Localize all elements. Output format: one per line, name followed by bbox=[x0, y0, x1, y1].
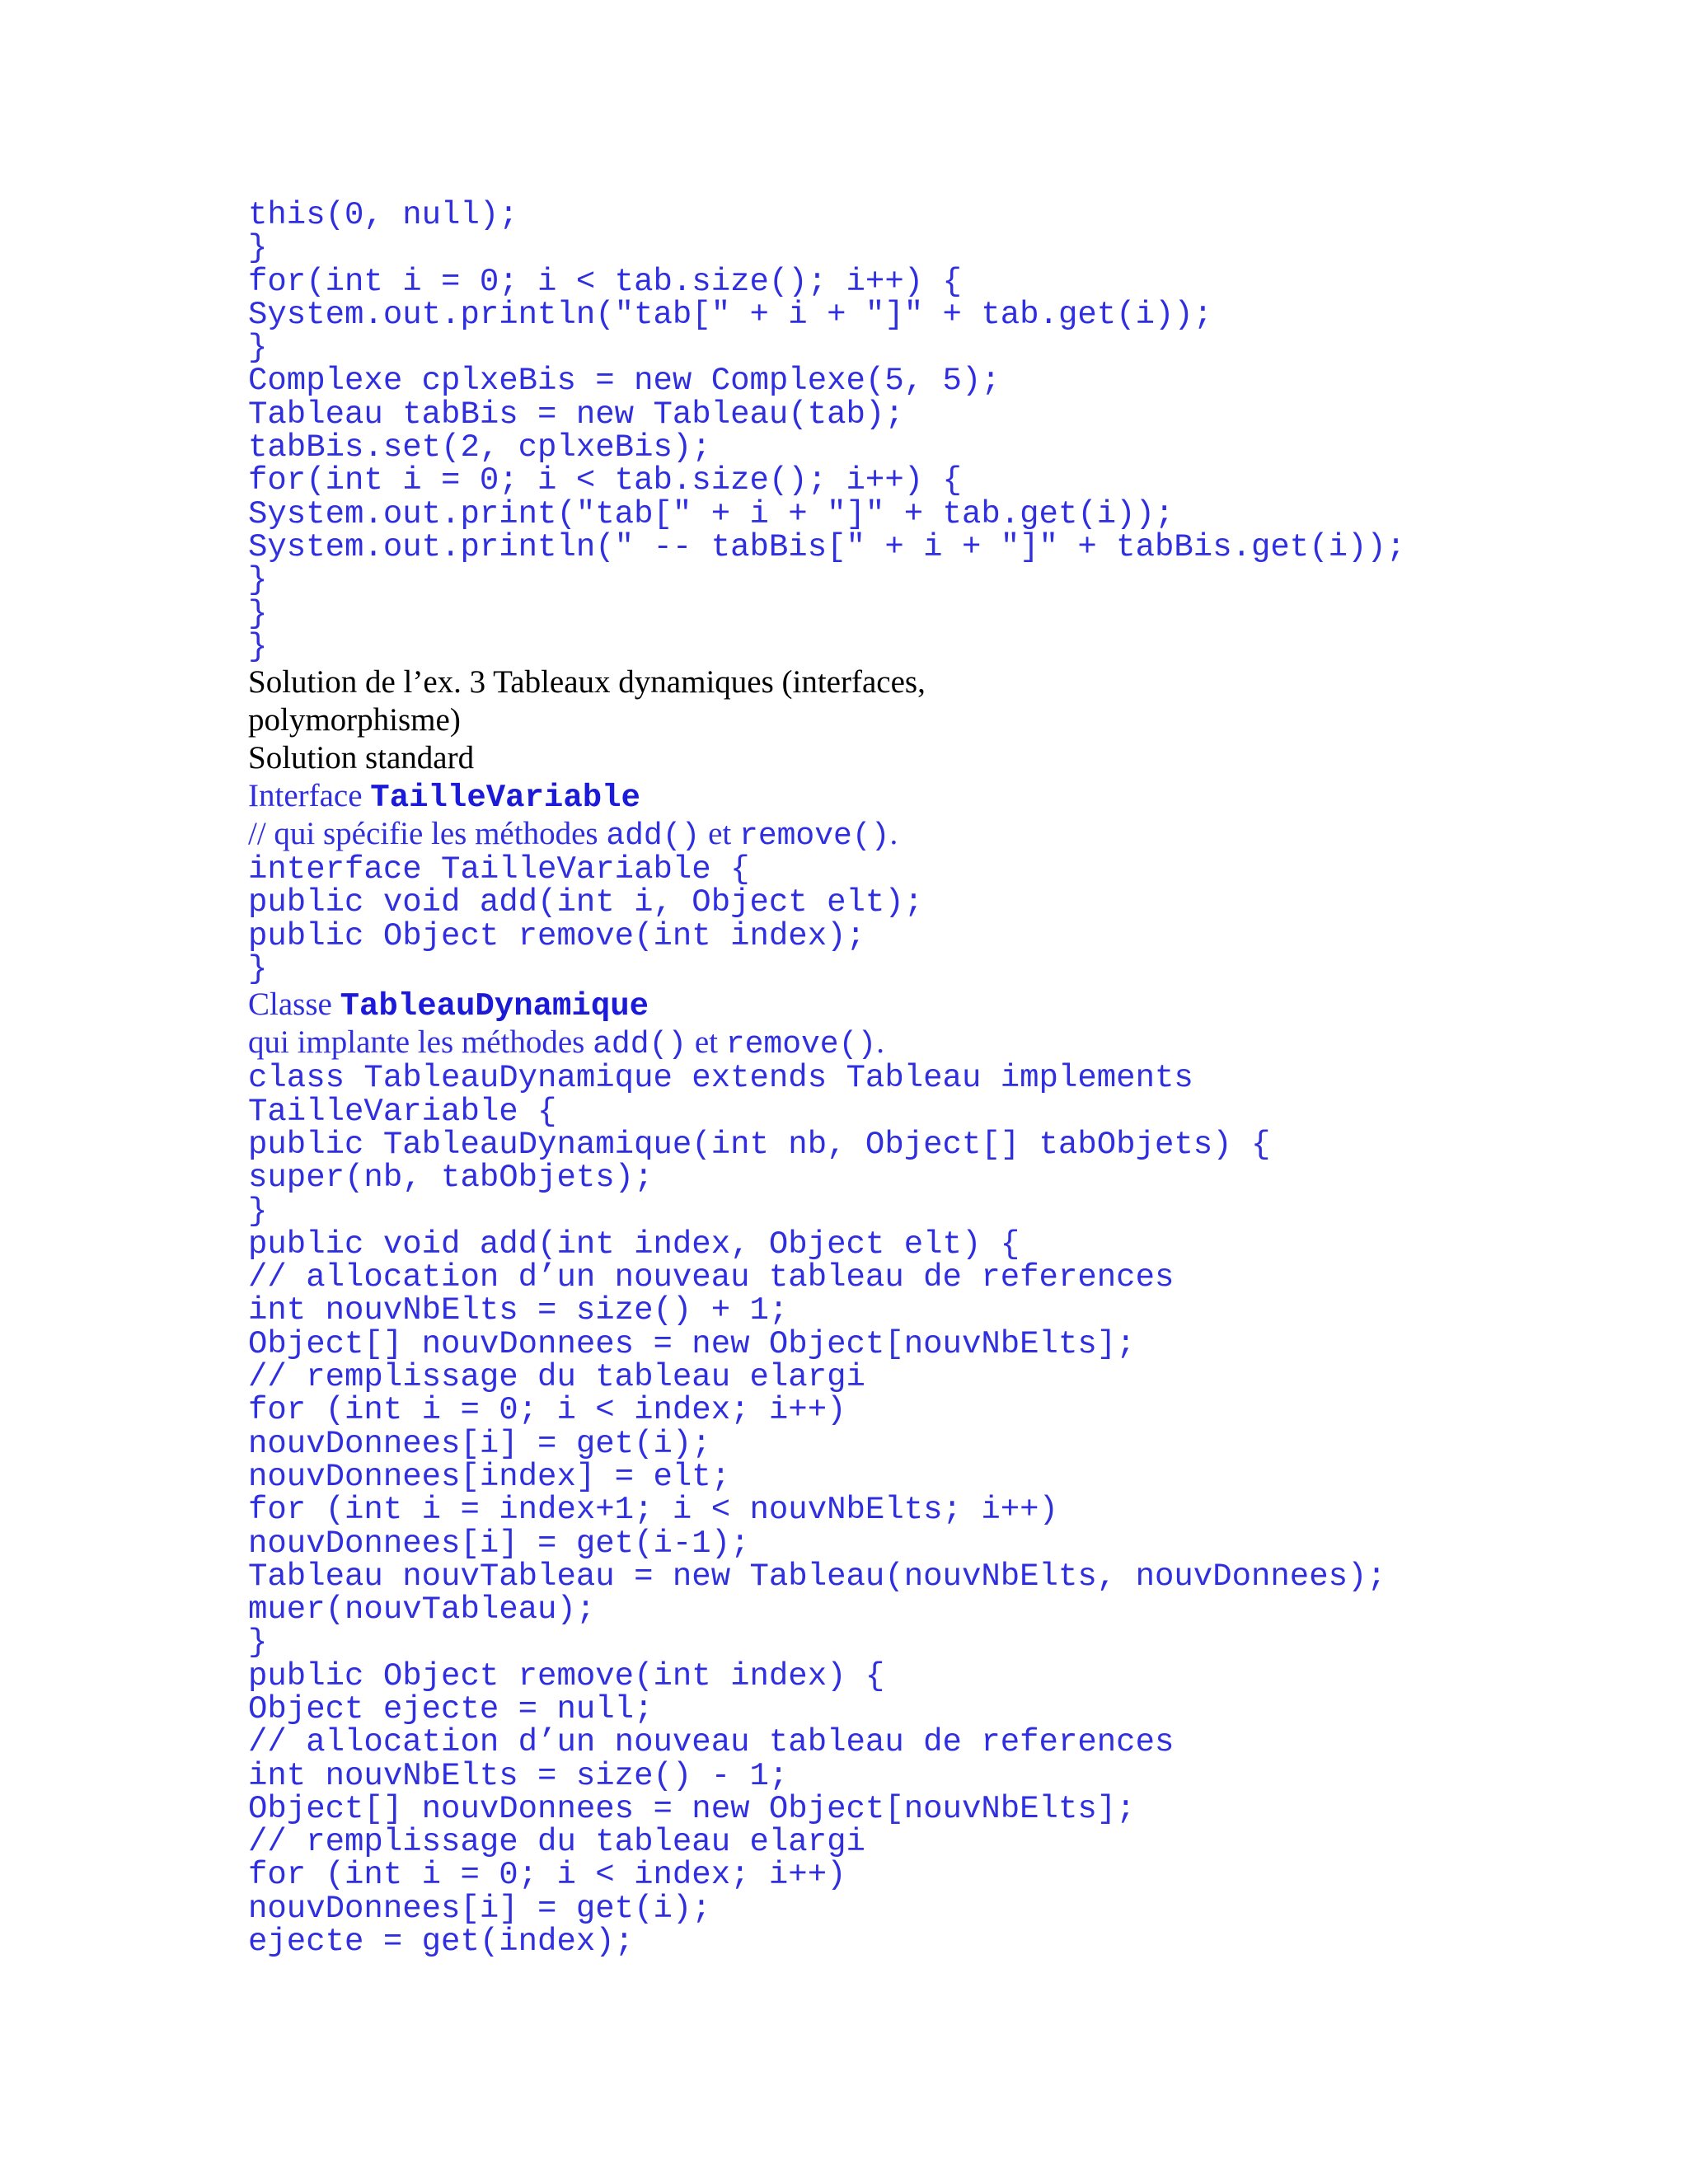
code-line: public void add(int index, Object elt) { bbox=[248, 1226, 1020, 1263]
interface-heading bbox=[248, 777, 1649, 815]
interface-comment-connector: et bbox=[700, 816, 740, 852]
code-line: super(nb, tabObjets); bbox=[248, 1160, 654, 1197]
code-line: TailleVariable { bbox=[248, 1093, 557, 1130]
code-line: public Object remove(int index) { bbox=[248, 1657, 885, 1694]
code-line: nouvDonnees[i] = get(i); bbox=[248, 1890, 711, 1927]
interface-heading-name: TailleVariable bbox=[370, 780, 640, 817]
code-line: } bbox=[248, 1624, 268, 1661]
code-line: } bbox=[248, 951, 268, 988]
section-subtitle: Solution standard bbox=[248, 740, 475, 776]
code-line: public TableauDynamique(int nb, Object[] tabObjets) { bbox=[248, 1126, 1271, 1163]
class-comment-method-remove: remove() bbox=[725, 1027, 877, 1063]
code-line: nouvDonnees[i] = get(i-1); bbox=[248, 1525, 750, 1562]
class-comment-connector: et bbox=[687, 1024, 726, 1061]
class-comment-period: . bbox=[876, 1024, 884, 1061]
code-line: // allocation d’un nouveau tableau de references bbox=[248, 1259, 1175, 1296]
code-block-2 bbox=[248, 853, 1649, 986]
code-line: muer(nouvTableau); bbox=[248, 1591, 596, 1629]
code-line: } bbox=[248, 628, 268, 665]
interface-comment bbox=[248, 815, 1649, 853]
code-line: interface TailleVariable { bbox=[248, 851, 750, 888]
class-comment bbox=[248, 1024, 1649, 1062]
interface-comment-text: // qui spécifie les méthodes bbox=[248, 816, 607, 852]
code-line: } bbox=[248, 562, 268, 599]
code-line: Object ejecte = null; bbox=[248, 1690, 654, 1727]
code-line: this(0, null); bbox=[248, 197, 518, 233]
class-heading-name: TableauDynamique bbox=[340, 988, 649, 1025]
interface-comment-method-add: add() bbox=[606, 818, 701, 855]
interface-comment-period: . bbox=[889, 816, 898, 852]
interface-heading-prefix: Interface bbox=[248, 778, 371, 814]
interface-comment-method-remove: remove() bbox=[739, 818, 890, 855]
code-line: class TableauDynamique extends Tableau implements bbox=[248, 1060, 1193, 1097]
class-comment-text: qui implante les méthodes bbox=[248, 1024, 593, 1061]
code-line: for(int i = 0; i < tab.size(); i++) { bbox=[248, 263, 962, 300]
code-line: System.out.println(" -- tabBis[" + i + "]" + tabBis.get(i)); bbox=[248, 528, 1406, 565]
code-line: int nouvNbElts = size() - 1; bbox=[248, 1757, 789, 1794]
code-line: } bbox=[248, 230, 268, 267]
code-line: // allocation d’un nouveau tableau de references bbox=[248, 1724, 1175, 1761]
section-title: Solution de l’ex. 3 Tableaux dynamiques (interfaces, bbox=[248, 664, 926, 701]
code-block-3 bbox=[248, 1060, 1649, 1961]
code-line: tabBis.set(2, cplxeBis); bbox=[248, 429, 711, 466]
code-line: } bbox=[248, 1193, 268, 1230]
code-line: Tableau tabBis = new Tableau(tab); bbox=[248, 396, 904, 433]
code-line: nouvDonnees[i] = get(i); bbox=[248, 1425, 711, 1462]
code-line: for (int i = 0; i < index; i++) bbox=[248, 1857, 846, 1894]
class-comment-method-add: add() bbox=[593, 1027, 687, 1063]
class-heading bbox=[248, 986, 1649, 1024]
code-line: int nouvNbElts = size() + 1; bbox=[248, 1292, 789, 1329]
code-line: System.out.print("tab[" + i + "]" + tab.get(i)); bbox=[248, 495, 1175, 532]
code-line: // remplissage du tableau elargi bbox=[248, 1824, 865, 1861]
code-line: nouvDonnees[index] = elt; bbox=[248, 1458, 731, 1495]
code-line: for (int i = 0; i < index; i++) bbox=[248, 1392, 846, 1429]
code-line: } bbox=[248, 330, 268, 367]
code-block-1 bbox=[248, 199, 1649, 663]
code-line: public void add(int i, Object elt); bbox=[248, 884, 924, 921]
code-line: for (int i = index+1; i < nouvNbElts; i++) bbox=[248, 1492, 1058, 1529]
page-content bbox=[248, 197, 1649, 1961]
code-line: Complexe cplxeBis = new Complexe(5, 5); bbox=[248, 363, 1001, 400]
code-line: public Object remove(int index); bbox=[248, 917, 865, 954]
section-title-continued: polymorphisme) bbox=[248, 702, 461, 738]
code-line: System.out.println("tab[" + i + "]" + tab.get(i)); bbox=[248, 296, 1213, 333]
code-line: Tableau nouvTableau = new Tableau(nouvNbElts, nouvDonnees); bbox=[248, 1558, 1386, 1595]
code-line: } bbox=[248, 595, 268, 632]
code-line: // remplissage du tableau elargi bbox=[248, 1359, 865, 1396]
code-line: Object[] nouvDonnees = new Object[nouvNbElts]; bbox=[248, 1325, 1136, 1362]
code-line: Object[] nouvDonnees = new Object[nouvNbElts]; bbox=[248, 1790, 1136, 1827]
code-line: ejecte = get(index); bbox=[248, 1924, 635, 1961]
class-heading-prefix: Classe bbox=[248, 987, 340, 1023]
code-line: for(int i = 0; i < tab.size(); i++) { bbox=[248, 462, 962, 499]
